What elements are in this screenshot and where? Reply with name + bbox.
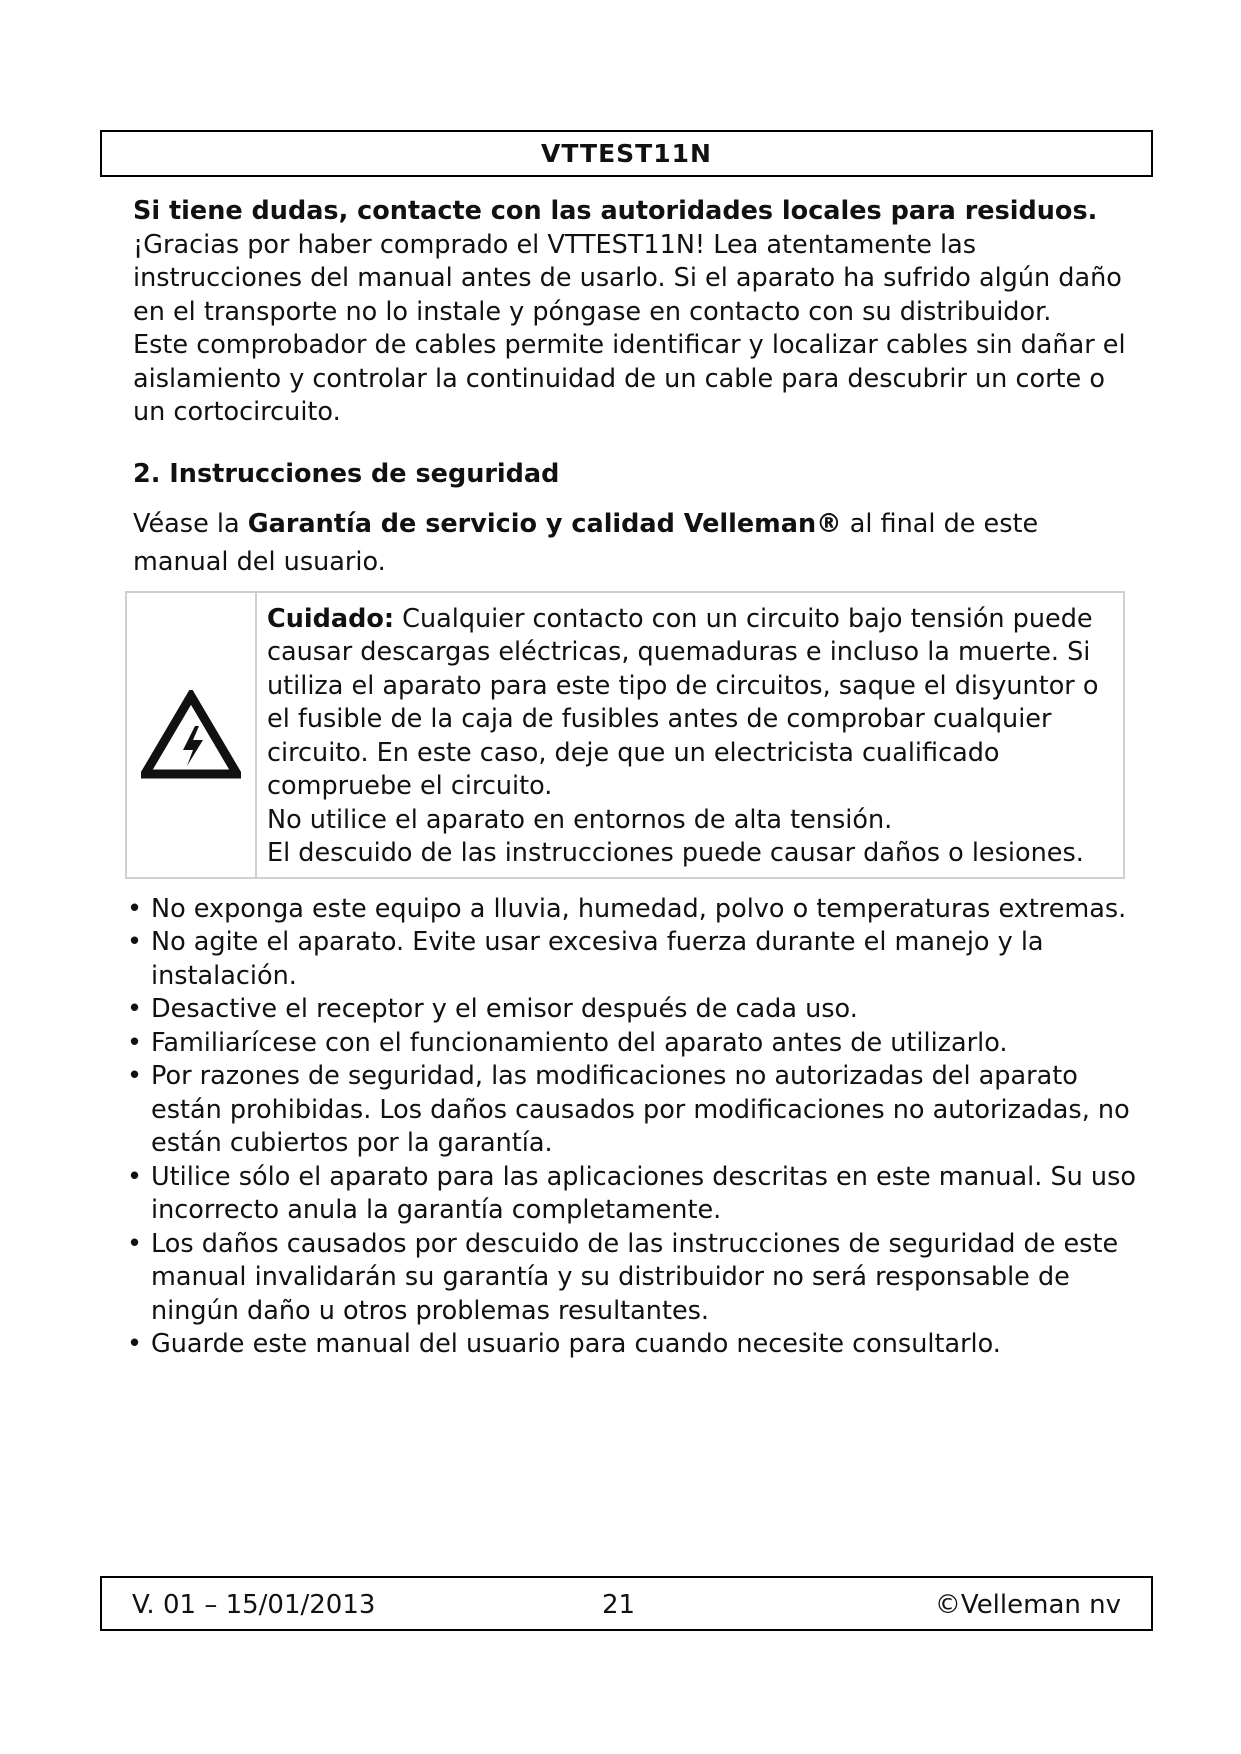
- warranty-prefix: Véase la: [133, 508, 248, 539]
- footer-version: V. 01 – 15/01/2013: [132, 1590, 376, 1620]
- warning-box: [125, 591, 1125, 879]
- bullet: •: [127, 893, 143, 924]
- header-title: VTTEST11N: [541, 139, 712, 168]
- list-item-text: No exponga este equipo a lluvia, humedad, polvo o temperaturas extremas.: [151, 893, 1127, 924]
- warning-body: Cualquier contacto con un circuito bajo tensión puede causar descargas eléctricas, quemaduras e incluso la muerte. Si utiliza el aparato para este tipo de circuitos, saque el disyuntor o el fusible de la caja de fusibles antes de comprobar cualquier circuito. En este caso, deje que un electricista cualificado compruebe el circuito.: [267, 603, 1099, 801]
- list-item: [127, 1228, 1137, 1329]
- safety-rules-list: [127, 893, 1137, 1362]
- warranty-reference: [133, 505, 1128, 581]
- description-paragraph: Este comprobador de cables permite identificar y localizar cables sin dañar el aislamiento y controlar la continuidad de un cable para descubrir un corte o un cortocircuito.: [133, 330, 1126, 427]
- footer-copyright: ©Velleman nv: [934, 1590, 1121, 1620]
- list-item: [127, 1328, 1137, 1362]
- list-item: [127, 1060, 1137, 1161]
- list-item-text: Familiarícese con el funcionamiento del aparato antes de utilizarlo.: [151, 1027, 1008, 1058]
- list-item-text: Guarde este manual del usuario para cuando necesite consultarlo.: [151, 1329, 1001, 1359]
- list-item: [127, 1161, 1137, 1228]
- list-item: [127, 993, 1137, 1027]
- section-heading: 2. Instrucciones de seguridad: [133, 458, 560, 489]
- bullet: •: [127, 927, 143, 957]
- list-item-text: No agite el aparato. Evite usar excesiva fuerza durante el manejo y la instalación.: [151, 927, 1044, 991]
- warning-label: Cuidado:: [267, 603, 395, 634]
- disposal-notice: Si tiene dudas, contacte con las autoridades locales para residuos.: [133, 196, 1098, 226]
- document-footer: [100, 1576, 1153, 1631]
- list-item-text: Desactive el receptor y el emisor después de cada uso.: [151, 994, 858, 1024]
- bullet: •: [127, 1027, 143, 1058]
- list-item: [127, 1027, 1137, 1061]
- warning-high-voltage: No utilice el aparato en entornos de alta tensión.: [267, 804, 893, 835]
- warranty-title: Garantía de servicio y calidad Velleman®: [247, 508, 842, 539]
- list-item: [127, 926, 1137, 993]
- page-content: [127, 195, 1136, 1362]
- warning-neglect: El descuido de las instrucciones puede causar daños o lesiones.: [267, 838, 1084, 868]
- list-item-text: Por razones de seguridad, las modificaciones no autorizadas del aparato están prohibidas. Los daños causados por modificaciones no autorizadas, no están cubiertos por la garantía.: [151, 1061, 1130, 1158]
- page-number: 21: [602, 1590, 636, 1620]
- bullet: •: [127, 1329, 143, 1359]
- warning-icon-cell: [127, 593, 257, 877]
- list-item: [127, 893, 1137, 927]
- list-item-text: Los daños causados por descuido de las instrucciones de seguridad de este manual invalidarán su garantía y su distribuidor no será responsable de ningún daño u otros problemas resultantes.: [151, 1228, 1119, 1326]
- bullet: •: [127, 1161, 143, 1192]
- list-item-text: Utilice sólo el aparato para las aplicaciones descritas en este manual. Su uso incorrecto anula la garantía completamente.: [151, 1161, 1136, 1225]
- warranty-suffix: al final de este manual del usuario.: [133, 508, 1039, 577]
- document-header: [100, 130, 1153, 177]
- warning-text: [257, 593, 1123, 877]
- high-voltage-warning-icon: [141, 690, 241, 780]
- bullet: •: [127, 994, 143, 1024]
- bullet: •: [127, 1061, 143, 1091]
- bullet: •: [127, 1228, 143, 1259]
- intro-paragraph: ¡Gracias por haber comprado el VTTEST11N! Lea atentamente las instrucciones del manual antes de usarlo. Si el aparato ha sufrido algún daño en el transporte no lo instale y póngase en contacto con su distribuidor.: [133, 229, 1122, 327]
